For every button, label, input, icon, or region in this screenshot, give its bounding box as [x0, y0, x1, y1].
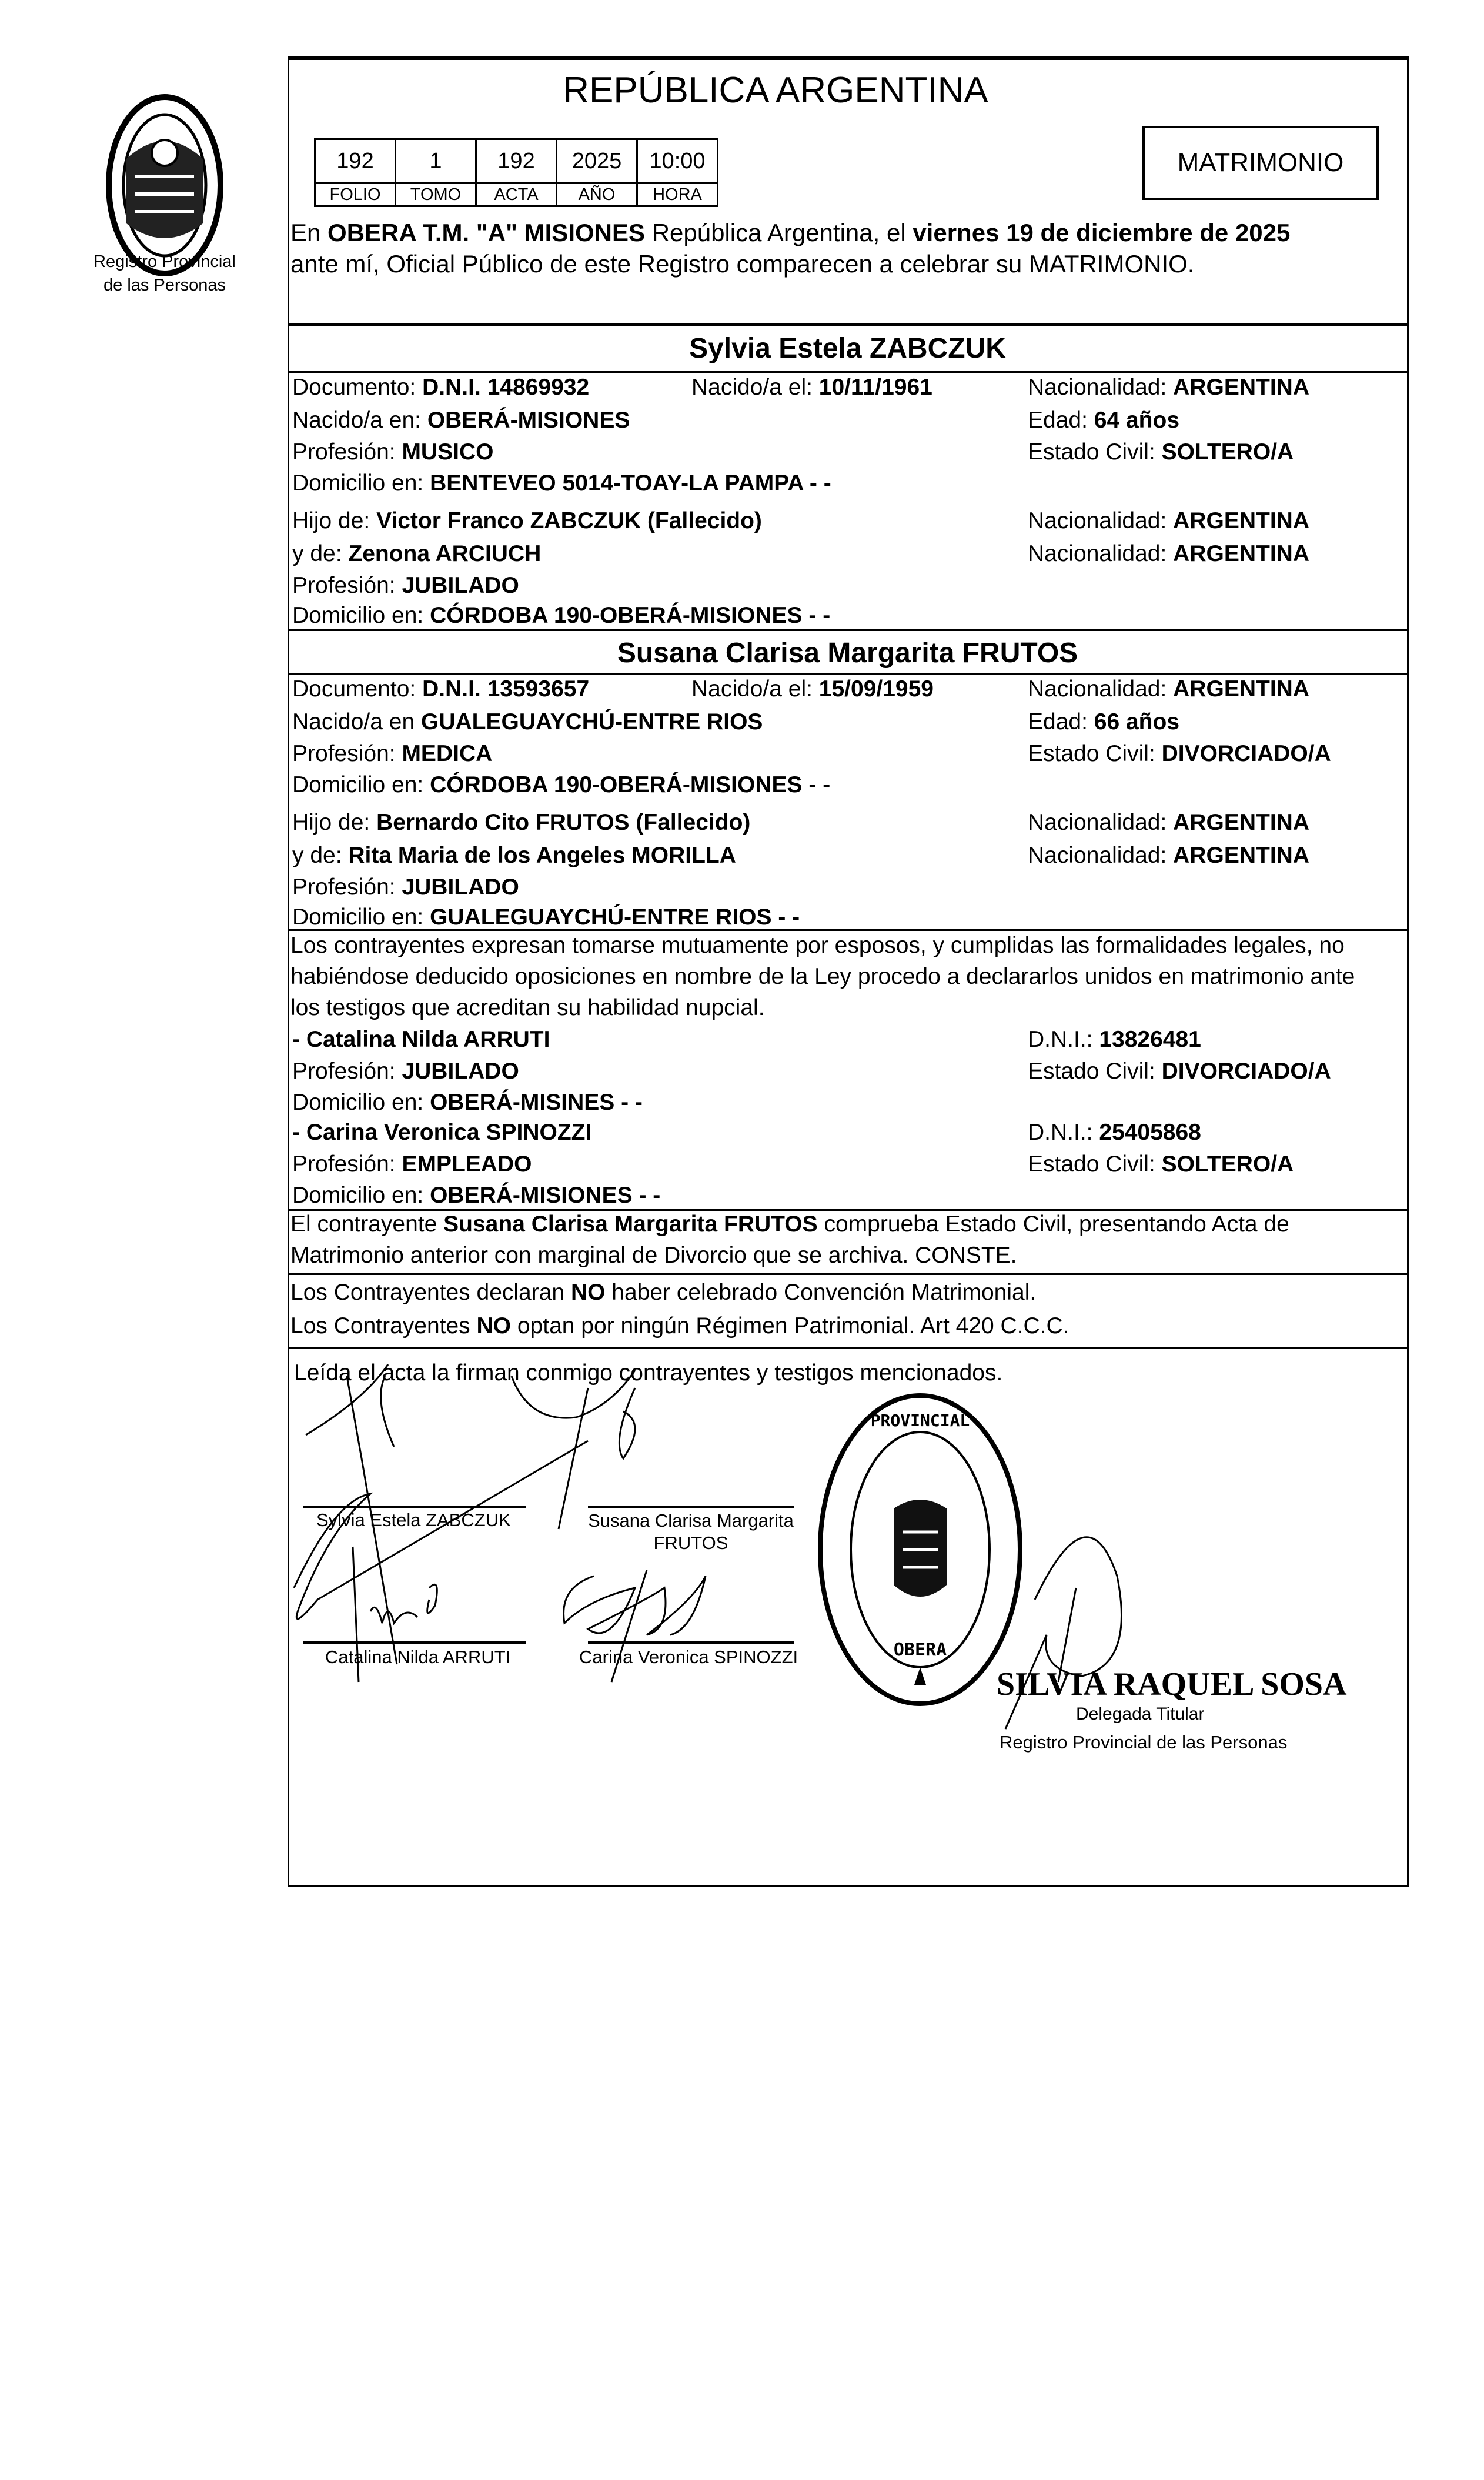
witness-2-dni: [1028, 1121, 1201, 1144]
witness-2-civil-status-part: SOLTERO/A: [1161, 1151, 1294, 1177]
spouse1-parents-profession-part: Profesión:: [292, 573, 402, 598]
spouse2-document-part: D.N.I. 13593657: [422, 676, 590, 702]
spouse1-address-part: Domicilio en:: [292, 470, 430, 496]
spouse1-father: [292, 509, 762, 532]
spouse1-father-part: Hijo de:: [292, 508, 377, 533]
spouse1-father-part: Victor Franco ZABCZUK (Fallecido): [376, 508, 762, 533]
hora-value: 10:00: [637, 139, 718, 183]
witness-1-profession: [292, 1060, 519, 1083]
witness-2-name: [292, 1121, 591, 1144]
acta-label: ACTA: [476, 183, 557, 206]
witness-1-civil-status-part: Estado Civil:: [1028, 1059, 1162, 1084]
anio-label: AÑO: [557, 183, 637, 206]
signature-name-witness2: Carina Veronica SPINOZZI: [579, 1647, 798, 1667]
spouse1-mother-part: y de:: [292, 541, 349, 566]
spouse2-profession: [292, 742, 492, 765]
intro-mid: República Argentina, el: [645, 219, 913, 246]
declaration-line-2: habiéndose deducido oposiciones en nombre de la Ley procedo a declararlos unidos en matrimonio ante: [290, 964, 1355, 989]
regime-1b: NO: [570, 1280, 606, 1305]
spouse2-parents-address-part: GUALEGUAYCHÚ-ENTRE RIOS - -: [430, 904, 800, 930]
spouse1-civil-status-part: SOLTERO/A: [1161, 439, 1294, 465]
spouse1-mother-part: Zenona ARCIUCH: [348, 541, 542, 566]
spouse1-profession-part: MUSICO: [402, 439, 494, 465]
spouse2-father-part: Hijo de:: [292, 810, 377, 835]
record-type-box: MATRIMONIO: [1142, 126, 1379, 200]
spouse2-father-nationality: [1028, 811, 1309, 834]
spouse2-profession-part: Profesión:: [292, 741, 402, 766]
spouse2-nationality-part: Nacionalidad:: [1028, 676, 1174, 702]
divider: [288, 673, 1408, 675]
registry-table: [314, 138, 718, 207]
spouse1-age-part: 64 años: [1094, 408, 1180, 433]
divider: [288, 1273, 1408, 1275]
logo-caption-2: de las Personas: [103, 276, 226, 295]
page-title: REPÚBLICA ARGENTINA: [563, 70, 988, 111]
spouse2-civil-status: [1028, 742, 1331, 765]
spouse1-birthdate-part: Nacido/a el:: [691, 375, 819, 400]
spouse1-document-part: D.N.I. 14869932: [422, 375, 590, 400]
intro-place: OBERA T.M. "A" MISIONES: [327, 219, 646, 246]
spouse2-document-part: Documento:: [292, 676, 423, 702]
civil-proof-post: comprueba Estado Civil, presentando Acta de: [817, 1211, 1289, 1237]
anio-value: 2025: [557, 139, 637, 183]
spouse2-birthdate-part: Nacido/a el:: [691, 676, 819, 702]
spouse1-address-part: BENTEVEO 5014-TOAY-LA PAMPA - -: [430, 470, 831, 496]
civil-proof-line-2: Matrimonio anterior con marginal de Divorcio que se archiva. CONSTE.: [290, 1243, 1017, 1268]
witness-2-civil-status: [1028, 1153, 1294, 1176]
witness-1-civil-status: [1028, 1060, 1331, 1083]
divider: [288, 1347, 1408, 1349]
witness-2-dni-part: D.N.I.:: [1028, 1120, 1099, 1145]
intro-date: viernes 19 de diciembre de 2025: [913, 219, 1291, 246]
svg-text:PROVINCIAL: PROVINCIAL: [870, 1411, 970, 1430]
spouse1-name: Sylvia Estela ZABCZUK: [689, 333, 1006, 364]
witness-2-dni-part: 25405868: [1099, 1120, 1201, 1145]
witness-2-name-part: - Carina Veronica SPINOZZI: [292, 1120, 592, 1145]
witness-1-profession-part: Profesión:: [292, 1059, 402, 1084]
tomo-label: TOMO: [396, 183, 476, 206]
folio-label: FOLIO: [315, 183, 396, 206]
divider: [288, 323, 1408, 326]
spouse2-name: Susana Clarisa Margarita FRUTOS: [617, 637, 1078, 669]
witness-2-profession-part: EMPLEADO: [402, 1151, 532, 1177]
spouse2-age-part: 66 años: [1094, 709, 1180, 735]
official-round-seal: [814, 1391, 1026, 1711]
witness-1-address-part: Domicilio en:: [292, 1090, 430, 1115]
spouse1-civil-status: [1028, 440, 1294, 463]
spouse1-document: [292, 376, 589, 399]
spouse2-mother-nationality-part: ARGENTINA: [1173, 843, 1310, 868]
spouse2-address: [292, 773, 830, 796]
witness-1-dni-part: 13826481: [1099, 1027, 1201, 1052]
witness-1-dni: [1028, 1028, 1201, 1051]
regime-2b: NO: [476, 1313, 512, 1339]
spouse1-mother: [292, 542, 541, 565]
spouse2-address-part: Domicilio en:: [292, 772, 430, 797]
witness-2-address: [292, 1184, 660, 1207]
official-title: Delegada Titular: [1076, 1704, 1205, 1724]
spouse2-birthplace-part: GUALEGUAYCHÚ-ENTRE RIOS: [420, 709, 763, 735]
witness-2-profession-part: Profesión:: [292, 1151, 402, 1177]
spouse1-age: [1028, 409, 1179, 432]
spouse1-nationality: [1028, 376, 1309, 399]
tomo-value: 1: [396, 139, 476, 183]
spouse2-civil-status-part: DIVORCIADO/A: [1161, 741, 1331, 766]
spouse2-birthplace: [292, 710, 763, 733]
spouse1-father-nationality: [1028, 509, 1309, 532]
spouse2-address-part: CÓRDOBA 190-OBERÁ-MISIONES - -: [430, 772, 831, 797]
spouse2-parents-profession-part: Profesión:: [292, 874, 402, 900]
closing-text: Leída el acta la firman conmigo contrayentes y testigos mencionados.: [294, 1360, 1003, 1386]
regime-line-2: [290, 1314, 1069, 1337]
spouse1-age-part: Edad:: [1028, 408, 1094, 433]
spouse1-address: [292, 472, 831, 495]
spouse2-birthdate: [691, 677, 934, 700]
spouse1-birthplace: [292, 409, 630, 432]
witness-2-profession: [292, 1153, 532, 1176]
witness-2-address-part: Domicilio en:: [292, 1183, 430, 1208]
spouse2-mother-part: y de:: [292, 843, 349, 868]
spouse1-birthdate-part: 10/11/1961: [818, 375, 932, 400]
civil-proof-line-1: [290, 1213, 1289, 1236]
spouse1-profession: [292, 440, 493, 463]
spouse1-birthplace-part: Nacido/a en:: [292, 408, 427, 433]
spouse1-parents-address-part: CÓRDOBA 190-OBERÁ-MISIONES - -: [430, 603, 831, 628]
spouse1-father-nationality-part: Nacionalidad:: [1028, 508, 1174, 533]
acta-value: 192: [476, 139, 557, 183]
spouse1-nationality-part: Nacionalidad:: [1028, 375, 1174, 400]
civil-proof-who: Susana Clarisa Margarita FRUTOS: [443, 1211, 818, 1237]
spouse2-birthplace-part: Nacido/a en: [292, 709, 421, 735]
svg-text:OBERA: OBERA: [893, 1640, 947, 1660]
spouse2-nationality-part: ARGENTINA: [1173, 676, 1310, 702]
witness-2-address-part: OBERÁ-MISIONES - -: [430, 1183, 661, 1208]
logo-caption-1: Registro Provincial: [93, 252, 236, 271]
spouse1-parents-address-part: Domicilio en:: [292, 603, 430, 628]
spouse2-father-part: Bernardo Cito FRUTOS (Fallecido): [376, 810, 751, 835]
spouse2-age-part: Edad:: [1028, 709, 1094, 735]
civil-proof-pre: El contrayente: [290, 1211, 444, 1237]
divider: [288, 371, 1408, 373]
witness-1-address-part: OBERÁ-MISINES - -: [430, 1090, 643, 1115]
regime-line-1: [290, 1281, 1036, 1304]
spouse1-mother-nationality-part: Nacionalidad:: [1028, 541, 1174, 566]
spouse2-father-nationality-part: ARGENTINA: [1173, 810, 1310, 835]
signature-name-spouse2-b: FRUTOS: [653, 1533, 728, 1553]
spouse2-parents-profession-part: JUBILADO: [402, 874, 519, 900]
regime-2a: Los Contrayentes: [290, 1313, 477, 1339]
intro-line-2: ante mí, Oficial Público de este Registro comparecen a celebrar su MATRIMONIO.: [290, 250, 1195, 278]
regime-2c: optan por ningún Régimen Patrimonial. Art 420 C.C.C.: [511, 1313, 1069, 1339]
spouse1-nationality-part: ARGENTINA: [1173, 375, 1310, 400]
spouse2-mother-nationality-part: Nacionalidad:: [1028, 843, 1174, 868]
spouse1-mother-nationality-part: ARGENTINA: [1173, 541, 1310, 566]
spouse1-birthdate: [691, 376, 932, 399]
regime-1a: Los Contrayentes declaran: [290, 1280, 571, 1305]
witness-1-civil-status-part: DIVORCIADO/A: [1161, 1059, 1331, 1084]
spouse1-mother-nationality: [1028, 542, 1309, 565]
spouse1-father-nationality-part: ARGENTINA: [1173, 508, 1310, 533]
witness-2-civil-status-part: Estado Civil:: [1028, 1151, 1162, 1177]
spouse1-civil-status-part: Estado Civil:: [1028, 439, 1162, 465]
divider: [288, 1209, 1408, 1211]
spouse2-parents-profession: [292, 876, 519, 899]
spouse2-document: [292, 677, 589, 700]
declaration-line-1: Los contrayentes expresan tomarse mutuamente por esposos, y cumplidas las formalidades legales, no: [290, 933, 1345, 958]
spouse2-age: [1028, 710, 1179, 733]
spouse2-mother-part: Rita Maria de los Angeles MORILLA: [348, 843, 736, 868]
spouse1-parents-profession-part: JUBILADO: [402, 573, 519, 598]
witness-1-name-part: - Catalina Nilda ARRUTI: [292, 1027, 550, 1052]
signature-name-spouse2-a: Susana Clarisa Margarita: [588, 1510, 794, 1531]
spouse2-profession-part: MEDICA: [402, 741, 493, 766]
spouse1-document-part: Documento:: [292, 375, 423, 400]
spouse2-civil-status-part: Estado Civil:: [1028, 741, 1162, 766]
intro-prefix: En: [290, 219, 328, 246]
witness-1-address: [292, 1091, 643, 1114]
spouse1-parents-address: [292, 604, 830, 627]
declaration-line-3: los testigos que acreditan su habilidad nupcial.: [290, 995, 765, 1020]
spouse2-parents-address: [292, 906, 800, 929]
witness-1-name: [292, 1028, 550, 1051]
spouse2-birthdate-part: 15/09/1959: [818, 676, 934, 702]
spouse2-father: [292, 811, 750, 834]
hora-label: HORA: [637, 183, 718, 206]
official-org: Registro Provincial de las Personas: [1000, 1732, 1288, 1753]
spouse2-mother-nationality: [1028, 844, 1309, 867]
spouse2-nationality: [1028, 677, 1309, 700]
spouse1-birthplace-part: OBERÁ-MISIONES: [427, 408, 630, 433]
divider: [288, 629, 1408, 631]
witness-1-profession-part: JUBILADO: [402, 1059, 519, 1084]
intro-line-1: [290, 219, 1290, 247]
spouse2-parents-address-part: Domicilio en:: [292, 904, 430, 930]
regime-1c: haber celebrado Convención Matrimonial.: [605, 1280, 1037, 1305]
spouse1-parents-profession: [292, 574, 519, 597]
folio-value: 192: [315, 139, 396, 183]
official-name: SILVIA RAQUEL SOSA: [997, 1666, 1347, 1703]
spouse2-mother: [292, 844, 736, 867]
signature-name-witness1: Catalina Nilda ARRUTI: [325, 1647, 511, 1667]
signature-name-spouse1: Sylvia Estela ZABCZUK: [316, 1510, 511, 1530]
spouse1-profession-part: Profesión:: [292, 439, 402, 465]
spouse2-father-nationality-part: Nacionalidad:: [1028, 810, 1174, 835]
witness-1-dni-part: D.N.I.:: [1028, 1027, 1099, 1052]
